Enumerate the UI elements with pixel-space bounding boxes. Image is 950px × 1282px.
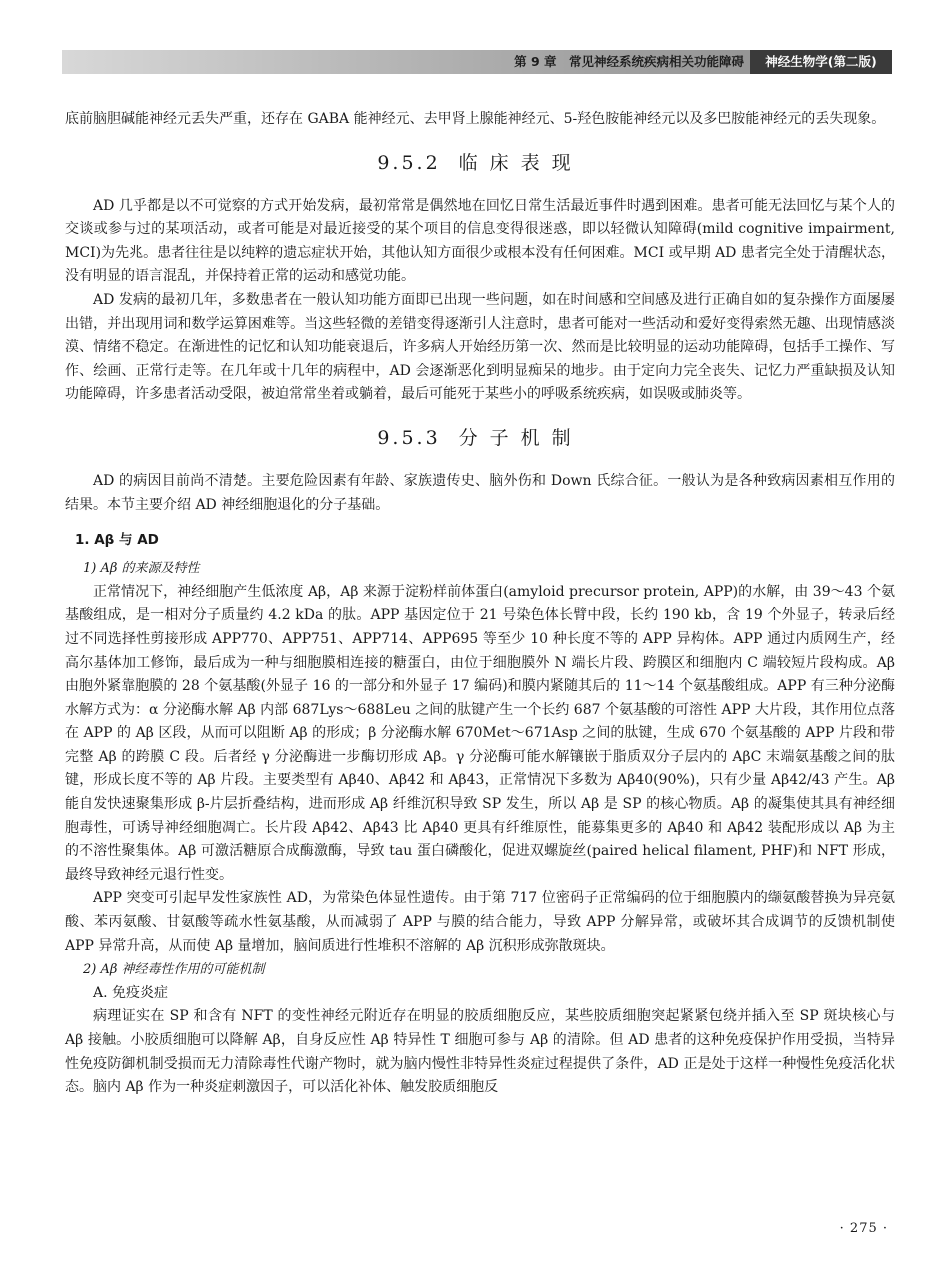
subheading-immune-inflammation: A. 免疫炎症 [93,984,169,1001]
subheading-abeta-toxicity: 2) Aβ 神经毒性作用的可能机制 [83,962,265,978]
clinical-paragraph-2: AD 发病的最初几年，多数患者在一般认知功能方面即已出现一些问题，如在时间感和空间感及进行正确自如的复杂操作方面屡屡出错，并出现用词和数学运算困难等。当这些轻微的差错变得逐渐引人注意时，患者可能对一些活动和爱好变得索然无趣、出现情感淡漠、情绪不稳定。在渐进性的记忆和认知功能衰退后，许多病人开始经历第一次、然而是比较明显的运动功能障碍，包括手工操作、写作、绘画、正常行走等。在几年或十几年的病程中，AD 会逐渐恶化到明显痴呆的地步。由于定向力完全丧失、记忆力严重缺损及认知功能障碍，许多患者活动受限，被迫常常坐着或躺着，最后可能死于某些小的呼吸系统疾病，如误吸或肺炎等。 [65,291,895,403]
immune-paragraph: 病理证实在 SP 和含有 NFT 的变性神经元附近存在明显的胶质细胞反应，某些胶质细胞突起紧紧包绕并插入至 SP 斑块核心与 Aβ 接触。小胶质细胞可以降解 Aβ，自身反应性 Aβ 特异性 T 细胞可参与 Aβ 的清除。但 AD 患者的这种免疫保护作用受损，当特异性免疫防御机制受损而无力清除毒性代谢产物时，就为脑内慢性非特异性炎症过程提供了条件，AD 正是处于这样一种慢性免疫活化状态。脑内 Aβ 作为一种炎症刺激因子，可以活化补体、触发胶质细胞反 [65,1008,895,1096]
subheading-abeta-ad: 1. Aβ 与 AD [75,532,159,549]
section-953-title: 分子机制 [458,426,583,449]
abeta-source-paragraph: 正常情况下，神经细胞产生低浓度 Aβ，Aβ 来源于淀粉样前体蛋白(amyloid precursor protein, APP)的水解，由 39～43 个氨基酸组成，是一相对分子质量约 4.2 kDa 的肽。APP 基因定位于 21 号染色体长臂中段，长约 190 kb，含 19 个外显子，转录后经过不同选择性剪接形成 APP770、APP751、APP714、APP695 等至少 10 种长度不等的 APP 异构体。APP 通过内质网生产，经高尔基体加工修饰，最后成为一种与细胞膜相连接的糖蛋白，由位于细胞膜外 N 端长片段、跨膜区和细胞内 C 端较短片段构成。Aβ 由胞外紧靠胞膜的 28 个氨基酸(外显子 16 的一部分和外显子 17 编码)和膜内紧随其后的 11～14 个氨基酸组成。APP 有三种分泌酶水解方式为：α 分泌酶水解 Aβ 内部 687Lys～688Leu 之间的肽键产生一个长约 687 个氨基酸的可溶性 APP 大片段，其作用位点落在 APP 的 Aβ 区段，从而可以阻断 Aβ 的形成；β 分泌酶水解 670Met～671Asp 之间的肽键，生成 670 个氨基酸的 APP 片段和带完整 Aβ 的跨膜 C 段。后者经 γ 分泌酶进一步酶切形成 Aβ。γ 分泌酶可能水解镶嵌于脂质双分子层内的 AβC 末端氨基酸之间的肽键，形成长度不等的 Aβ 片段。主要类型有 Aβ40、Aβ42 和 Aβ43，正常情况下多数为 Aβ40(90%)，只有少量 Aβ42/43 产生。Aβ 能自发快速聚集形成 β-片层折叠结构，进而形成 Aβ 纤维沉积导致 SP 发生，所以 Aβ 是 SP 的核心物质。Aβ 的凝集使其具有神经细胞毒性，可诱导神经细胞凋亡。长片段 Aβ42、Aβ43 比 Aβ40 更具有纤维原性，能募集更多的 Aβ40 和 Aβ42 装配形成以 Aβ 为主的不溶性聚集体。Aβ 可激活糖原合成酶激酶，导致 tau 蛋白磷酸化，促进双螺旋丝(paired helical filament, PHF)和 NFT 形成，最终导致神经元退行性变。 [65,583,895,883]
page-body [65,108,895,1100]
molecular-intro-paragraph: AD 的病因目前尚不清楚。主要危险因素有年龄、家族遗传史、脑外伤和 Down 氏综合征。一般认为是各种致病因素相互作用的结果。本节主要介绍 AD 神经细胞退化的分子基础。 [65,472,895,513]
clinical-paragraph-1: AD 几乎都是以不可觉察的方式开始发病，最初常常是偶然地在回忆日常生活最近事件时遇到困难。患者可能无法回忆与某个人的交谈或参与过的某项活动，或者可能是对最近接受的某个项目的信息变得很迷惑，即以轻微认知障碍(mild cognitive impairment, MCI)为先兆。患者往往是以纯粹的遗忘症状开始，其他认知方面很少或根本没有任何困难。MCI 或早期 AD 患者完全处于清醒状态，没有明显的语言混乱，并保持着正常的运动和感觉功能。 [65,197,895,285]
section-953-number: 9.5.3 [377,426,441,449]
section-952-title: 临床表现 [458,151,583,174]
page-number: · 275 · [839,1221,888,1236]
intro-paragraph: 底前脑胆碱能神经元丢失严重，还存在 GABA 能神经元、去甲肾上腺能神经元、5-羟色胺能神经元以及多巴胺能神经元的丢失现象。 [65,111,886,127]
header-chapter-title: 第 9 章 常见神经系统疾病相关功能障碍 [514,54,744,69]
subheading-abeta-source: 1) Aβ 的来源及特性 [83,561,200,577]
section-952-number: 9.5.2 [377,151,441,174]
section-952-heading [65,150,895,176]
app-mutation-paragraph: APP 突变可引起早发性家族性 AD，为常染色体显性遗传。由于第 717 位密码子正常编码的位于细胞膜内的缬氨酸替换为异亮氨酸、苯丙氨酸、甘氨酸等疏水性氨基酸，从而减弱了 APP 与膜的结合能力，导致 APP 分解异常，或破坏其合成调节的反馈机制使 APP 异常升高，从而使 Aβ 量增加，脑间质进行性堆积不溶解的 Aβ 沉积形成弥散斑块。 [65,890,895,954]
header-book-title: 神经生物学(第二版) [750,50,892,74]
running-header [62,50,892,74]
section-953-heading [65,425,895,451]
